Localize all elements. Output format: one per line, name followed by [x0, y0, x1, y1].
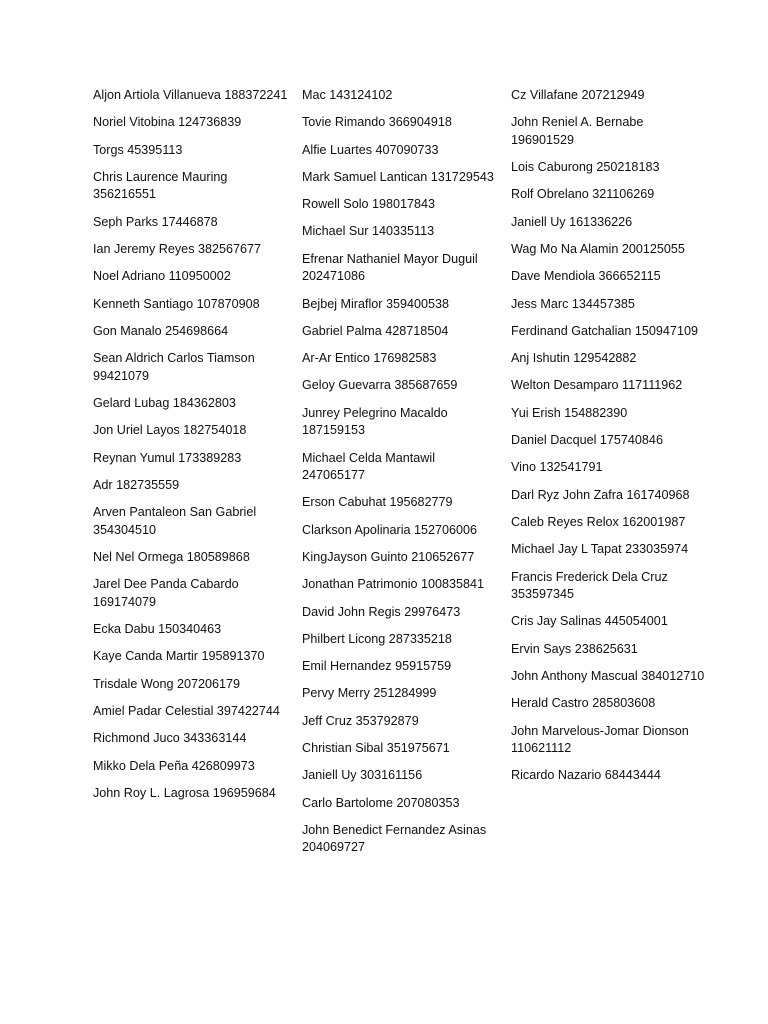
list-item: Gelard Lubag 184362803 — [93, 395, 236, 410]
list-item: Mac 143124102 — [302, 88, 393, 102]
list-item: Rolf Obrelano 321106269 — [511, 187, 655, 202]
list-item: Michael Sur 140335113 — [302, 224, 435, 239]
list-item: Ervin Says 238625631 — [511, 641, 638, 656]
list-item: Kenneth Santiago 107870908 — [93, 296, 260, 311]
list-item: Amiel Padar Celestial 397422744 — [93, 703, 280, 718]
list-item: Darl Ryz John Zafra 161740968 — [511, 487, 690, 502]
list-item: Ricardo Nazario 68443444 — [511, 768, 661, 783]
list-item: Noel Adriano 110950002 — [93, 269, 231, 284]
list-item: Aljon Artiola Villanueva 188372241 — [93, 88, 288, 102]
list-item: Jon Uriel Layos 182754018 — [93, 423, 247, 438]
column-1 — [93, 87, 289, 812]
list-item: Daniel Dacquel 175740846 — [511, 433, 663, 448]
list-item: John Roy L. Lagrosa 196959684 — [93, 785, 276, 800]
list-item: John Benedict Fernandez Asinas 204069727 — [302, 822, 487, 855]
list-item: Clarkson Apolinaria 152706006 — [302, 522, 478, 537]
list-item: Janiell Uy 161336226 — [511, 214, 633, 229]
list-item: Noriel Vitobina 124736839 — [93, 115, 242, 130]
list-item: Junrey Pelegrino Macaldo 187159153 — [302, 405, 448, 438]
list-item: Wag Mo Na Alamin 200125055 — [511, 241, 685, 256]
list-item: Christian Sibal 351975671 — [302, 741, 450, 756]
list-item: Cris Jay Salinas 445054001 — [511, 614, 668, 629]
list-item: David John Regis 29976473 — [302, 604, 461, 619]
list-item: Emil Hernandez 95915759 — [302, 659, 452, 674]
list-item: Anj Ishutin 129542882 — [511, 351, 637, 366]
list-item: Lois Caburong 250218183 — [511, 160, 660, 175]
list-item: Yui Erish 154882390 — [511, 405, 628, 420]
list-item: Richmond Juco 343363144 — [93, 731, 247, 746]
list-item: John Reniel A. Bernabe 196901529 — [511, 115, 644, 147]
list-item: John Anthony Mascual 384012710 — [511, 668, 705, 683]
list-item: Mikko Dela Peña 426809973 — [93, 758, 255, 773]
list-item: Jess Marc 134457385 — [511, 296, 635, 311]
list-item: Mark Samuel Lantican 131729543 — [302, 169, 494, 184]
list-item: Arven Pantaleon San Gabriel 354304510 — [93, 505, 257, 537]
list-item: Welton Desamparo 117111962 — [511, 378, 683, 393]
list-item: Ferdinand Gatchalian 150947109 — [511, 323, 698, 338]
list-item: Chris Laurence Mauring 356216551 — [93, 169, 228, 202]
list-item: Pervy Merry 251284999 — [302, 686, 437, 701]
list-item: Bejbej Miraflor 359400538 — [302, 296, 450, 311]
list-item: Ecka Dabu 150340463 — [93, 622, 222, 637]
list-item: Ar-Ar Entico 176982583 — [302, 351, 437, 366]
list-item: Gabriel Palma 428718504 — [302, 323, 449, 338]
list-item: Caleb Reyes Relox 162001987 — [511, 514, 686, 529]
list-item: Tovie Rimando 366904918 — [302, 115, 452, 130]
list-item: Kaye Canda Martir 195891370 — [93, 649, 265, 664]
list-item: Jeff Cruz 353792879 — [302, 713, 419, 728]
list-item: Jarel Dee Panda Cabardo 169174079 — [93, 577, 239, 609]
list-item: Efrenar Nathaniel Mayor Duguil 202471086 — [302, 251, 478, 284]
list-item: Herald Castro 285803608 — [511, 696, 656, 711]
list-item: Sean Aldrich Carlos Tiamson 99421079 — [93, 351, 255, 383]
list-item: Gon Manalo 254698664 — [93, 323, 229, 338]
list-item: Dave Mendiola 366652115 — [511, 269, 661, 284]
list-item: Janiell Uy 303161156 — [302, 768, 423, 783]
list-item: Vino 132541791 — [511, 460, 603, 475]
list-item: John Marvelous-Jomar Dionson 110621112 — [511, 723, 689, 756]
column-3 — [511, 87, 707, 795]
list-item: Adr 182735559 — [93, 477, 180, 492]
list-item: Francis Frederick Dela Cruz 353597345 — [511, 569, 668, 602]
list-item: Michael Jay L Tapat 233035974 — [511, 542, 689, 557]
list-item: Cz Villafane 207212949 — [511, 88, 645, 102]
list-item: Reynan Yumul 173389283 — [93, 450, 242, 465]
column-2 — [302, 87, 498, 867]
list-item: Carlo Bartolome 207080353 — [302, 795, 460, 810]
list-item: Erson Cabuhat 195682779 — [302, 495, 453, 510]
list-item: Philbert Licong 287335218 — [302, 631, 452, 646]
list-item: Rowell Solo 198017843 — [302, 197, 436, 212]
list-item: Seph Parks 17446878 — [93, 214, 218, 229]
list-item: Torgs 45395113 — [93, 142, 183, 157]
list-item: Michael Celda Mantawil 247065177 — [302, 450, 435, 483]
list-item: Trisdale Wong 207206179 — [93, 676, 241, 691]
list-item: Nel Nel Ormega 180589868 — [93, 549, 250, 564]
list-item: Jonathan Patrimonio 100835841 — [302, 577, 485, 592]
list-item: Geloy Guevarra 385687659 — [302, 378, 458, 393]
list-item: Ian Jeremy Reyes 382567677 — [93, 241, 262, 256]
list-item: KingJayson Guinto 210652677 — [302, 549, 475, 564]
list-item: Alfie Luartes 407090733 — [302, 142, 439, 157]
